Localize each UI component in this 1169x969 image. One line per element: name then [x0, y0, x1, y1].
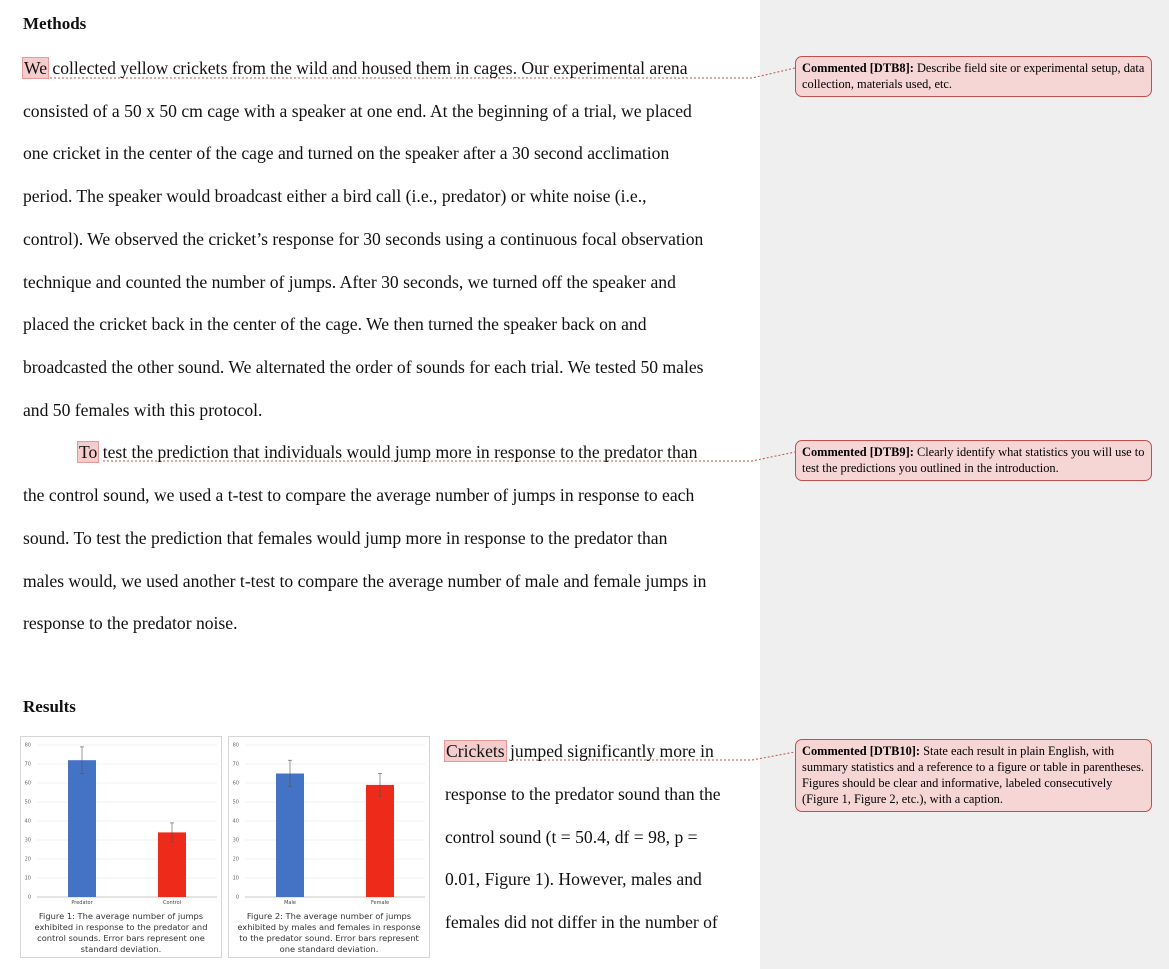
y-tick-label: 0: [27, 894, 31, 901]
y-tick-label: 30: [232, 837, 239, 844]
bar: [276, 774, 304, 898]
comment-anchor[interactable]: To: [79, 442, 98, 462]
comment-anchor[interactable]: We: [24, 58, 48, 78]
methods-line: response to the predator noise.: [23, 613, 238, 633]
comment-balloon-dtb9[interactable]: Commented [DTB9]: Clearly identify what statistics you will use to test the predictions you outlined in the introduction.: [795, 440, 1152, 481]
methods-line: technique and counted the number of jumps. After 30 seconds, we turned off the speaker and: [23, 272, 676, 292]
results-line: Crickets jumped significantly more in: [446, 741, 714, 761]
x-category-label: Control: [162, 900, 182, 906]
x-category-label: Male: [284, 900, 296, 906]
y-tick-label: 50: [232, 799, 239, 806]
y-tick-label: 30: [24, 837, 31, 844]
comment-margin: [760, 0, 1169, 969]
x-category-label: Female: [370, 900, 390, 906]
figure-2-chart: [229, 737, 429, 907]
y-tick-label: 10: [232, 875, 239, 882]
y-tick-label: 70: [232, 761, 239, 768]
y-tick-label: 40: [24, 818, 31, 825]
methods-line: one cricket in the center of the cage and turned on the speaker after a 30 second acclimation: [23, 143, 670, 163]
results-heading: Results: [23, 697, 76, 716]
y-tick-label: 60: [24, 780, 31, 787]
results-line: control sound (t = 50.4, df = 98, p =: [445, 827, 698, 847]
y-tick-label: 60: [232, 780, 239, 787]
bar: [68, 760, 96, 897]
y-tick-label: 80: [232, 742, 239, 749]
y-tick-label: 40: [232, 818, 239, 825]
methods-line: We collected yellow crickets from the wild and housed them in cages. Our experimental arena: [24, 58, 688, 78]
results-line: 0.01, Figure 1). However, males and: [445, 869, 702, 889]
comment-balloon-dtb10[interactable]: Commented [DTB10]: State each result in plain English, with summary statistics and a reference to a figure or table in parentheses. Figures should be clear and informative, labeled consecutively (Figure 1, Figure 2, etc.), with a caption.: [795, 739, 1152, 812]
methods-heading: Methods: [23, 14, 87, 33]
methods-line: control). We observed the cricket’s response for 30 seconds using a continuous focal observation: [23, 229, 704, 249]
methods-line: To test the prediction that individuals would jump more in response to the predator than: [79, 442, 698, 462]
results-line: response to the predator sound than the: [445, 784, 721, 804]
y-tick-label: 80: [24, 742, 31, 749]
methods-line: placed the cricket back in the center of the cage. We then turned the speaker back on and: [23, 314, 647, 334]
y-tick-label: 70: [24, 761, 31, 768]
bar: [366, 785, 394, 897]
methods-line: sound. To test the prediction that females would jump more in response to the predator than: [23, 528, 668, 548]
methods-line: period. The speaker would broadcast either a bird call (i.e., predator) or white noise (i.e.,: [23, 186, 647, 206]
figure-2: [228, 736, 430, 958]
figure-1-caption: Figure 1: The average number of jumps exhibited in response to the predator and control sounds. Error bars represent one standard deviation.: [34, 911, 208, 954]
x-category-label: Predator: [71, 900, 93, 906]
figure-1-chart: [21, 737, 221, 907]
figure-2-caption: Figure 2: The average number of jumps exhibited by males and females in response to the predator sound. Error bars represent one standard deviation.: [237, 911, 421, 954]
results-line: females did not differ in the number of: [445, 912, 718, 932]
methods-line: the control sound, we used a t-test to compare the average number of jumps in response to each: [23, 485, 695, 505]
methods-line: broadcasted the other sound. We alternated the order of sounds for each trial. We tested 50 males: [23, 357, 704, 377]
y-tick-label: 0: [235, 894, 239, 901]
methods-line: consisted of a 50 x 50 cm cage with a speaker at one end. At the beginning of a trial, we placed: [23, 101, 692, 121]
y-tick-label: 50: [24, 799, 31, 806]
methods-line: males would, we used another t-test to compare the average number of male and female jumps in: [23, 571, 707, 591]
comment-anchor[interactable]: Crickets: [446, 741, 505, 761]
methods-line: and 50 females with this protocol.: [23, 400, 263, 420]
y-tick-label: 20: [232, 856, 239, 863]
figure-1: [20, 736, 222, 958]
comment-balloon-dtb8[interactable]: Commented [DTB8]: Describe field site or experimental setup, data collection, materials used, etc.: [795, 56, 1152, 97]
y-tick-label: 10: [24, 875, 31, 882]
y-tick-label: 20: [24, 856, 31, 863]
